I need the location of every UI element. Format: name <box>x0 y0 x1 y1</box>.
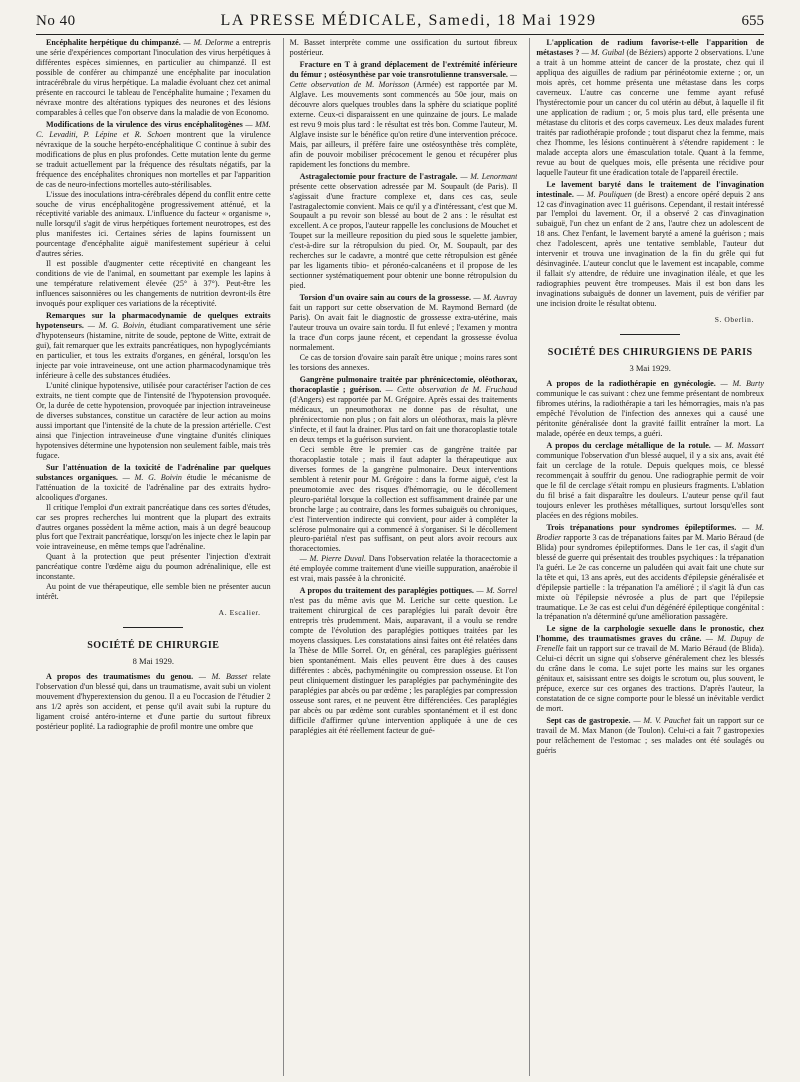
article-title: Modifications de la virulence des virus encéphalitogènes <box>46 119 243 129</box>
article-ovary-torsion <box>290 293 518 373</box>
section-title: SOCIÉTÉ DE CHIRURGIE <box>87 640 220 652</box>
paragraph: L'unité clinique hypotensive, utilisée pour caractériser l'action de ces extraits, ne tient compte que de l'intensité de l'hypotension provoquée. Or, la durée de cette hypotension, provoquée par injection intraveineuse de diverses substances, constitue un caractère de leur action au moins aussi important que l'intensité de la chute de la pression artérielle. C'est ainsi que l'injection intraveineuse d'une vingtaine d'unités cliniques hypotensives détermine une hypotension non seulement faible, mais très fugace. <box>36 380 271 460</box>
page-number: 655 <box>741 12 764 29</box>
article-title: L'application de radium favorise-t-elle l'apparition de métastases ? <box>536 38 764 57</box>
article-title: A propos de la radiothérapie en gynécologie. <box>546 379 716 389</box>
article-author: — M. Lenormant <box>460 171 518 181</box>
article-text: fait un rapport sur ce travail de M. Max Manon (de Toulon). Celui-ci a fait 7 gastropexies pour relâchement de l'estomac ; ses malades ont été soulagés ou guéris <box>536 716 764 756</box>
article-pulmonary-gangrene <box>290 375 518 584</box>
article-author: — M. Pouliquen <box>576 189 632 199</box>
section-date: 8 Mai 1929. <box>132 655 174 666</box>
article-title: A propos du traitement des paraplégies pottiques. <box>299 586 474 596</box>
article-title: Gangrène pulmonaire traitée par phrénicectomie, oléothorax, thoracoplastie ; guérison. <box>289 374 518 394</box>
article-author: — MM. C. Levaditi, P. Lépine et R. Schoen <box>36 119 271 139</box>
journal-title: LA PRESSE MÉDICALE, Samedi, 18 Mai 1929 <box>220 12 597 29</box>
article-title: A propos des traumatismes du genou. <box>46 672 194 682</box>
issue-number: No 40 <box>36 12 76 29</box>
article-title: Encéphalite herpétique du chimpanzé. <box>46 38 181 47</box>
article-text: rapporte 3 cas de trépanations faites par M. Mario Béraud (de Blida) pour syndromes épileptiformes. Dans le 1er cas, il s'agit d'un blessé de guerre qui présentait des troubles psychiques : la trépanation l'a guéri. Le 2e cas concerne un paludéen qui avait fait une chute sur la tête et qui, 13 ans après, eut des accidents d'épilepsie généralisée et d'épilepsie partielle : la trépanation l'a amélioré ; il s'agit là d'un cas mixte où l'épilepsie névrosée a plus de part que l'épilepsie traumatique. Le 3e cas est celui d'un dégénéré épileptique congénital : la trépanation n'a déterminé qu'une amélioration passagère. <box>536 532 764 622</box>
article-author: — M. Delorme <box>183 38 234 47</box>
article-author: — M. G. Boivin, <box>87 321 147 331</box>
article-text: (de Béziers) apporte 2 observations. L'une a trait à un homme atteint de cancer de la prostate, chez qui il appliqua des aiguilles de radium par périnéotomie externe ; or, un mois après, cet homme présenta une métastase dans les corps caverneux. L'autre cas concerne une femme ayant refusé l'hystérectomie pour un cancer du col utérin au début, à laquelle il fit une application de radium ; or, 5 mois plus tard, elle présenta une métastase du clitoris et des corps caverneux. Les deux malades furent traités par radiothérapie profonde ; tout disparut chez la femme, mais chez l'homme, les lésions continuèrent à s'étendre rapidement : le malade accepta alors une émasculation totale. Quant à la femme, revue au bout de quelques mois, elle présenta une récidive pour laquelle l'auteur fit une éradication totale de l'appareil érectile. <box>536 47 764 177</box>
article-author: — M. Basset <box>198 672 248 682</box>
article-author: — M. Auvray <box>473 293 518 303</box>
article-text: montrent que la virulence névraxique de la souche herpéto-encéphalitique C continue à subir des modifications de plus en plus profondes. Cette mutation lente du germe se traduit actuellement par la fréquence des résultats négatifs, par la fréquence des encéphalites chroniques non mortelles et par l'apparition de cas de neuro-infections mortelles auto-stérilisables. <box>36 129 271 189</box>
article-columns <box>36 38 764 1076</box>
paragraph: Il est possible d'augmenter cette réceptivité en changeant les conditions de vie de l'animal, en soumettant par exemple les lapins à une température relativement élevée (25° à 37°). Peut-être les influences saisonnières ou les changements de nutrition devront-ils être invoqués pour expliquer ces variations de la réceptivité. <box>36 259 271 309</box>
article-text: fait un rapport sur ce travail de M. Mario Béraud (de Blida). Celui-ci décrit un signe qui s'observe généralement chez les blessés du crâne dans le coma. Le sujet porte les mains sur les organes génitaux et, saisissant entre ses doigts le scrotum ou, plus souvent, le prépuce, exerce sur ces organes des tractions. D'après l'auteur, la constatation de ce signe comporte pour le blessé un inévitable verdict de mort. <box>536 644 764 714</box>
article-text: communique le cas suivant : chez une femme présentant de nombreux fibromes utérins, la radiothérapie a tari les hémorragies, mais n'a pas empêché l'évolution de l'infection des annexes qui a causé une péritonite généralisée dont la gravité faillit entraîner la mort. La malade, opérée en deux temps, a guéri. <box>536 389 764 439</box>
article-author: — Cette observation de M. Fruchaud <box>385 384 518 394</box>
article-text: étudiant comparativement une série d'hypotenseurs (histamine, nitrite de soude, peptone de Witte, extrait de gui), fait remarquer que les extraits pancréatiques, non hypoglycémiants en particulier, et tous les extraits d'organes, en général, lorsqu'on les injecte par voie intraveineuse, ont une action pharmacodynamique très inférieure à celle des substances étudiées. <box>36 321 271 380</box>
article-author: — M. V. Pauchet <box>633 716 691 726</box>
article-radiotherapy-gynecology <box>536 379 764 439</box>
article-title: Le signe de la carphologie sexuelle dans le pronostic, chez l'homme, des traumatismes graves du crâne. <box>536 624 764 644</box>
section-title: SOCIÉTÉ DES CHIRURGIENS DE PARIS <box>547 347 753 359</box>
article-radium-metastases <box>536 38 764 178</box>
article-carphology-sign <box>536 624 764 714</box>
report-signature: A. Escalier. <box>218 608 261 618</box>
section-divider <box>620 334 680 335</box>
article-title: Sur l'atténuation de la toxicité de l'adrénaline par quelques substances organiques. <box>36 462 271 482</box>
article-text: communique l'observation d'un blessé auquel, il y a six ans, avait été fait un cerclage de la rotule. Depuis quelques mois, ce blessé recommençait à souffrir du genou. Une radiographie permit de voir que le fil de cerclage s'était rompu en plusieurs fragments. L'ablation du fil brisé a fait disparaître les douleurs. L'auteur pense qu'il faut toujours enlever les prothèses métalliques, surtout lorsqu'elles sont placées en des régions mobiles. <box>536 450 764 520</box>
article-text: relate l'observation d'un blessé qui, dans un traumatisme, avait subi un violent mouvement d'hyperextension du genou. Il a eu l'occasion de l'étudier 2 ans 1/2 après son accident, et pense qu'il avait subi la rupture du ligament croisé antéro-interne et d'une partie du surtout fibreux postérieur poplité. La radiographie de profil montre une ombre que <box>36 672 271 732</box>
article-trepanations <box>536 523 764 623</box>
column-1 <box>36 38 271 1076</box>
article-title: Sept cas de gastropexie. <box>546 716 631 726</box>
column-2 <box>283 38 518 1076</box>
article-adrenaline-toxicity <box>36 463 271 603</box>
paragraph: Ceci semble être le premier cas de gangrène traitée par thoracoplastie totale ; mais il faut adapter la thérapeutique aux diverses formes de la gangrène pulmonaire. Deux interventions semblent à retenir pour M. Grégoire : dans la forme aiguë, c'est la pneumotomie avec des risques d'hémorragie, ou le décollement pleuro-pariétal lorsque la collection est suffisamment drainée par une bronche large ; au contraire, dans les formes subaiguës ou chroniques, c'est l'intervention indirecte qui convient, pour aider à compléter la sclérose pulmonaire qui a commencé à s'organiser. Si le décollement pleuro-pariétal n'est pas suffisant, on peut alors avoir recours aux thoracectomies. <box>289 444 518 554</box>
report-signature: S. Oberlin. <box>714 315 754 325</box>
article-author: — M. Dupuy de Frenelle <box>536 634 764 654</box>
article-astragalectomy <box>290 172 518 292</box>
article-text: (Armée) est rapportée par M. Alglave. Les mouvements sont commencés au 50e jour, mais on découvre alors quelques troubles dans la sphère du sciatique poplité externe. Ceux-ci disparaissent en une quinzaine de jours. Le malade est revu 9 mois plus tard : le résultat est très bon. Comme l'auteur, M. Alglave insiste sur le bénéfice qu'on retire d'une intervention précoce. Mais, par ailleurs, il préfère faire une ostéosynthèse très complète, afin de pouvoir mobiliser précocement le genou et récupérer plus rapidement les fonctions du membre. <box>289 79 518 169</box>
article-text: fait un rapport sur cette observation de M. Raymond Bernard (de Paris). On avait fait le diagnostic de grossesse extra-utérine, mais l'auteur trouva un ovaire sain tordu. Il fut enlevé ; l'examen y montra la trace d'un corps jaune récent, et cependant la grossesse évolua normalement. <box>289 303 518 353</box>
article-author: — M. Massart <box>714 441 764 450</box>
article-text: (de Brest) a encore opéré depuis 2 ans 12 cas d'invagination avec 11 guérisons. Cependant, il restait intéressé par l'emploi du lavement. Or, il a observé 2 cas d'invagination subaiguë, l'un chez un enfant de 2 ans, l'autre chez un adolescent de 18 ans. Chez l'enfant, le lavement baryté a amené la guérison ; mais chez l'adolescent, après une tentative semblable, l'auteur dut intervenir et trouva une invagination de la fin du grêle qui fut désinvaginée. L'auteur conclut que le lavement est incapable, comme il fallait s'y attendre, de réduire une invagination iléale, et que les radiographies peuvent être trompeuses. Mais il est bon dans les invaginations subaiguës de donner un lavement, puis de vérifier par une incision droite le résultat obtenu. <box>536 189 764 309</box>
article-knee-trauma <box>36 672 271 732</box>
paragraph: Il critique l'emploi d'un extrait pancréatique dans ces sortes d'études, car ses propres recherches lui montrent que la plupart des extraits d'autres organes possèdent la même action, mais à un degré beaucoup plus fort que l'extrait pancréatique, lorsqu'on les injecte chez le lapin par voie intraveineuse, en même temps que l'adrénaline. <box>36 502 271 552</box>
article-text: n'est pas du même avis que M. Leriche sur cette question. Le traitement chirurgical de ces paraplégies lui paraît devoir être entrepris très prudemment. Mais, auparavant, il a voulu se rendre compte de l'évolution des paraplégies pottiques traitées par les moyens classiques. Les constatations ainsi faites ont été relatées dans la Thèse de Mlle Sorrel. Or, en général, ces paraplégies guérissent bien spontanément. Mais elles peuvent être dues à des causes différentes : abcès, pachyméningite ou compression osseuse. Et l'on peut cliniquement distinguer les paraplégies par pachyméningite des paraplégies par abcès ou par œdème ; les paraplégies par compression osseuse sont rares, et ne peuvent être différenciées. Ces paraplégies par abcès ou par œdème sont curables spontanément et il est donc difficile d'affirmer qu'une intervention appliquée à une de ces paraplégies ait été réellement facteur de gué- <box>289 596 518 735</box>
paragraph: Ce cas de torsion d'ovaire sain paraît être unique ; moins rares sont les torsions des annexes. <box>289 353 518 372</box>
article-text: présente cette observation adressée par M. Soupault (de Paris). Il s'agissait d'une fracture complexe et, dans ces cas, seule l'astragalectomie convient. Mais ce qu'il y a d'intéressant, c'est que M. Soupault a pu revoir son blessé au bout de 2 ans : le résultat est excellent. A ce propos, l'auteur rappelle les conclusions de Mouchet et Toupet sur la meilleure reposition du pied sous le squelette jambier, c'est-à-dire sur la rétropulsion du pied. Or, M. Soupault, par des recherches sur le cadavre, a montré que cette rétropulsion est gênée par les ligaments tibio- et péronéo-calcanéens et il propose de les sectionner systématiquement pour obtenir une bonne rétropulsion du pied. <box>289 181 518 291</box>
article-patella-cerclage <box>536 441 764 521</box>
continued-text: M. Basset interprète comme une ossification du surtout fibreux postérieur. <box>289 38 518 57</box>
article-text: Dans l'observation relatée la thoracectomie a été employée comme traitement d'une vieille suppuration, anaérobie il est vrai, mais passée à la chronicité. <box>289 554 518 584</box>
article-title: Torsion d'un ovaire sain au cours de la grossesse. <box>299 293 472 303</box>
article-author: — M. G. Boivin <box>122 472 182 482</box>
article-author: — M. Burty <box>720 379 764 389</box>
article-gastropexy <box>536 716 764 756</box>
article-text: a entrepris une série d'expériences comportant l'inoculation des virus herpétiques à différentes espèces simiennes, en particulier au chimpanzé. Il est possible de conférer au chimpanzé une encéphalite par inoculation intracérébrale du virus herpétique. La maladie évoluant chez cet animal présente en raccourci le tableau de l'encéphalite humaine ; l'examen du névraxe montre des altérations typiques des neurones et des lésions comparables à celles que l'on observe dans la maladie de von Economo. <box>36 38 271 117</box>
article-author: — M. Guibal <box>581 47 625 57</box>
article-title: A propos du cerclage métallique de la rotule. <box>546 441 711 450</box>
article-author: — M. Pierre Duval. <box>299 554 366 564</box>
section-date: 3 Mai 1929. <box>629 362 671 373</box>
page-header <box>36 8 764 35</box>
article-virulence-modifications <box>36 120 271 309</box>
article-title: Remarques sur la pharmacodynamie de quelques extraits hypotenseurs. <box>36 311 271 331</box>
article-femur-fracture <box>290 60 518 170</box>
article-author: — M. Sorrel <box>476 586 518 596</box>
paragraph: Quant à la protection que peut présenter l'injection d'extrait pancréatique contre l'œdème aigu du poumon adrénalinique, elle est inconstante. <box>36 552 271 582</box>
paragraph: L'issue des inoculations intra-cérébrales dépend du conflit entre cette souche de virus encéphalitogène progressivement atténué, et la réceptivité variable des animaux. L'influence du facteur « organisme », nulle lorsqu'il s'agit de virus herpétiques fortement neurotropes, est des plus manifestes ici. Certaines séries de lapins fournissent un pourcentage d'encéphalite aiguë manifestement supérieur à celui d'autres séries. <box>36 189 271 259</box>
article-title: Trois trépanations pour syndromes épileptiformes. <box>546 522 737 532</box>
column-3 <box>529 38 764 1076</box>
article-hypotensive-extracts <box>36 311 271 461</box>
article-title: Fracture en T à grand déplacement de l'extrémité inférieure du fémur ; ostéosynthèse par voie transrotulienne transversale. <box>289 59 518 79</box>
article-barium-enema <box>536 180 764 310</box>
article-chimpanzee-encephalitis <box>36 38 271 118</box>
article-text: étudie le mécanisme de l'atténuation de la toxicité de l'adrénaline par des extraits hydro-alcooliques d'organes. <box>36 472 271 502</box>
article-pott-paraplegia <box>290 586 518 736</box>
article-author: — Cette observation de M. Morisson <box>289 69 518 89</box>
paragraph: Au point de vue thérapeutique, elle semble bien ne présenter aucun intérêt. <box>36 582 271 602</box>
article-title: Le lavement baryté dans le traitement de l'invagination intestinale. <box>536 179 764 199</box>
article-text: (d'Angers) est rapportée par M. Grégoire. Après essai des traitements médicaux, un pneumothorax ne donne pas de résultat, une phrénicectomie non plus ; on fait alors un oléothorax, mais la plèvre s'infecte, et il faut la drainer. Plus tard on fait une thoracoplastie totale en deux temps et la guérison survient. <box>289 394 518 444</box>
article-author: — M. Brodier <box>536 522 764 542</box>
section-divider <box>123 627 183 628</box>
article-title: Astragalectomie pour fracture de l'astragale. <box>299 171 458 181</box>
